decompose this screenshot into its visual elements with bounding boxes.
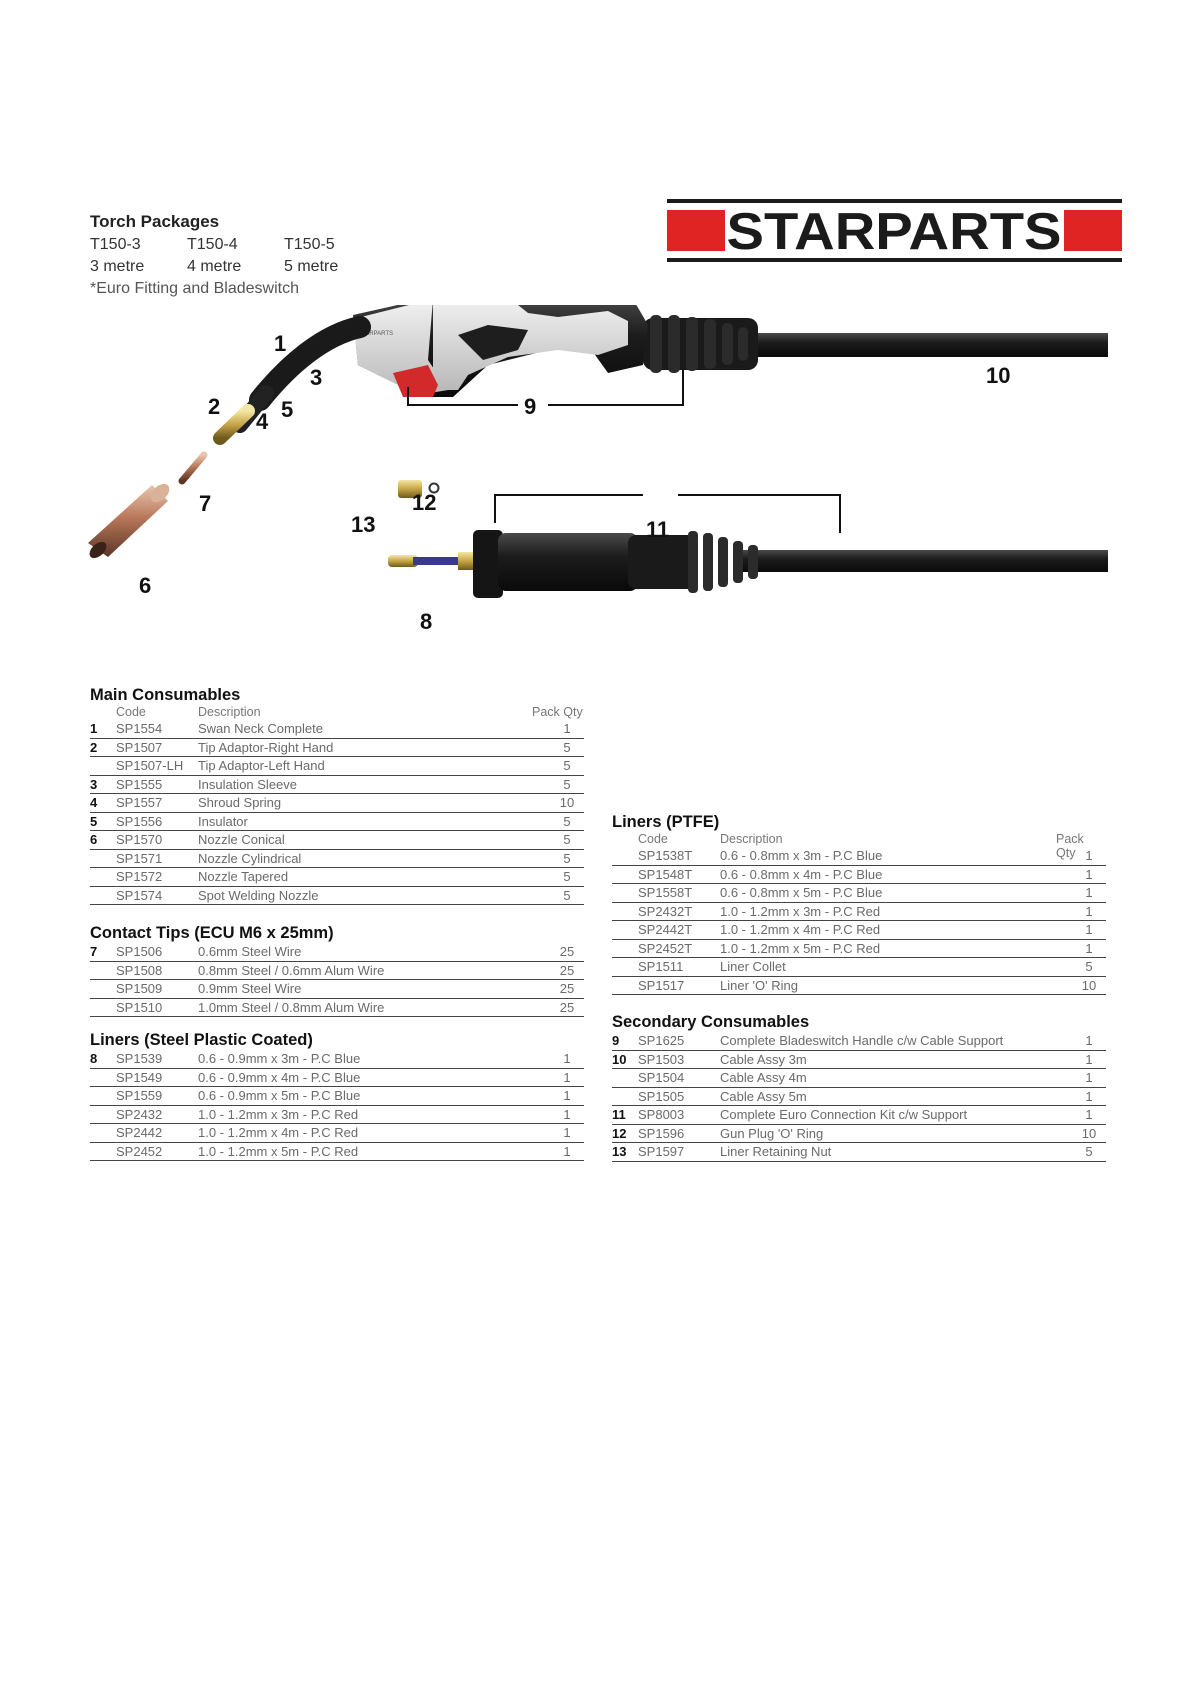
table-row	[612, 866, 1106, 885]
package-lengths-row	[90, 258, 450, 280]
part-description: Nozzle Cylindrical	[198, 850, 302, 866]
callout-6: 6	[139, 573, 152, 598]
table-row	[90, 1143, 584, 1162]
part-description: Cable Assy 3m	[720, 1051, 807, 1067]
cable-support-top	[643, 315, 758, 373]
part-code: SP2432	[116, 1106, 163, 1122]
part-code: SP1504	[638, 1070, 685, 1085]
table-row	[612, 1125, 1106, 1144]
part-description: 0.6 - 0.9mm x 4m - P.C Blue	[198, 1069, 361, 1085]
header-description: Description	[198, 705, 261, 719]
package-model: T150-4	[187, 236, 238, 253]
contact-tips-table	[90, 923, 584, 1017]
item-number: 12	[612, 1125, 627, 1141]
callout-3: 3	[310, 365, 323, 390]
contact-tip	[182, 455, 204, 481]
part-description: Nozzle Conical	[198, 832, 285, 847]
callout-9: 9	[524, 394, 537, 419]
item-number: 7	[90, 944, 98, 959]
pack-qty: 1	[1085, 1033, 1093, 1048]
callout-2: 2	[208, 394, 221, 419]
pack-qty: 1	[1085, 866, 1093, 882]
pack-qty: 1	[1085, 1070, 1093, 1085]
header-pack-qty: Pack Qty	[1056, 832, 1084, 860]
section-title: Main Consumables	[90, 686, 241, 704]
starparts-logo	[667, 199, 1122, 262]
callout-13: 13	[351, 512, 376, 537]
part-code: SP2452	[116, 1143, 163, 1159]
table-row	[612, 1088, 1106, 1107]
part-code: SP1571	[116, 850, 163, 866]
part-code: SP1539	[116, 1051, 163, 1066]
part-code: SP1506	[116, 944, 163, 959]
pack-qty: 1	[563, 1143, 571, 1159]
part-description: 1.0 - 1.2mm x 3m - P.C Red	[198, 1106, 359, 1122]
part-description: Tip Adaptor-Right Hand	[198, 739, 334, 755]
item-number: 3	[90, 776, 98, 792]
part-description: Liner Collet	[720, 959, 786, 974]
header-code: Code	[116, 705, 146, 719]
logo-text: STARPARTS	[726, 203, 1062, 261]
part-description: Swan Neck Complete	[198, 721, 323, 736]
part-code: SP1625	[638, 1033, 685, 1048]
table-row	[90, 943, 584, 962]
pack-qty: 5	[563, 832, 571, 847]
item-number: 10	[612, 1051, 627, 1067]
part-code: SP1505	[638, 1088, 685, 1104]
package-models-row	[90, 236, 450, 258]
table-header	[90, 705, 584, 720]
part-code: SP1559	[116, 1088, 163, 1103]
cable-top	[718, 333, 1108, 357]
part-code: SP1556	[116, 813, 163, 829]
part-description: 0.6 - 0.8mm x 3m - P.C Blue	[720, 848, 883, 863]
part-code: SP1511	[638, 959, 684, 974]
item-number: 4	[90, 795, 98, 810]
pack-qty: 1	[563, 1051, 571, 1066]
table-row	[90, 720, 584, 739]
table-row	[612, 940, 1106, 959]
pack-qty: 1	[1085, 903, 1093, 919]
table-row	[612, 847, 1106, 866]
part-code: SP1503	[638, 1051, 685, 1067]
pack-qty: 1	[563, 1069, 571, 1085]
part-description: Complete Euro Connection Kit c/w Support	[720, 1107, 968, 1122]
bracket-11	[495, 495, 643, 523]
section-title: Liners (Steel Plastic Coated)	[90, 1031, 313, 1049]
part-description: Nozzle Tapered	[198, 869, 289, 884]
pack-qty: 25	[559, 999, 575, 1015]
package-model: T150-3	[90, 236, 141, 253]
part-description: Gun Plug 'O' Ring	[720, 1125, 824, 1141]
part-description: Cable Assy 4m	[720, 1070, 807, 1085]
table-row	[90, 1087, 584, 1106]
part-description: 1.0 - 1.2mm x 4m - P.C Red	[720, 922, 881, 937]
item-number: 13	[612, 1144, 627, 1159]
part-description: Insulation Sleeve	[198, 776, 298, 792]
part-description: 1.0mm Steel / 0.8mm Alum Wire	[198, 999, 385, 1015]
part-description: Liner Retaining Nut	[720, 1144, 832, 1159]
part-code: SP1549	[116, 1069, 163, 1085]
part-code: SP1538T	[638, 848, 693, 863]
pack-qty: 5	[563, 739, 571, 755]
pack-qty: 1	[1085, 940, 1093, 956]
section-title: Liners (PTFE)	[612, 813, 720, 831]
table-row	[90, 757, 584, 776]
part-code: SP1509	[116, 981, 163, 996]
part-code: SP1572	[116, 869, 163, 884]
pack-qty: 1	[1085, 885, 1093, 900]
part-description: 1.0 - 1.2mm x 5m - P.C Red	[198, 1143, 359, 1159]
part-code: SP1510	[116, 999, 163, 1015]
pack-qty: 5	[563, 850, 571, 866]
liners-steel-table	[90, 1030, 584, 1161]
table-row	[612, 903, 1106, 922]
pack-qty: 1	[563, 1106, 571, 1122]
item-number: 9	[612, 1033, 620, 1048]
header-description: Description	[720, 832, 783, 846]
pack-qty: 1	[1085, 922, 1093, 937]
part-description: 0.9mm Steel Wire	[198, 981, 302, 996]
torch-packages-title: Torch Packages	[90, 212, 220, 231]
callout-4: 4	[256, 409, 269, 434]
part-code: SP1557	[116, 795, 163, 810]
bracket-11-right	[678, 495, 840, 533]
callout-12: 12	[412, 490, 437, 515]
pack-qty: 5	[563, 887, 571, 903]
part-code: SP1507	[116, 739, 163, 755]
part-description: 0.8mm Steel / 0.6mm Alum Wire	[198, 962, 385, 978]
part-description: Insulator	[198, 813, 248, 829]
table-row	[612, 977, 1106, 996]
pack-qty: 1	[563, 721, 571, 736]
table-row	[90, 739, 584, 758]
section-title: Contact Tips (ECU M6 x 25mm)	[90, 924, 334, 942]
package-length: 3 metre	[90, 258, 145, 275]
euro-connector	[388, 530, 758, 598]
part-description: Liner 'O' Ring	[720, 977, 798, 993]
part-description: 1.0 - 1.2mm x 5m - P.C Red	[720, 940, 881, 956]
pack-qty: 10	[1081, 977, 1097, 993]
package-length: 4 metre	[187, 258, 242, 275]
bracket-9-right	[548, 370, 683, 405]
part-code: SP1596	[638, 1125, 685, 1141]
header-pack-qty: Pack Qty	[532, 705, 583, 719]
callout-5: 5	[281, 397, 294, 422]
pack-qty: 5	[563, 758, 571, 773]
part-description: 1.0 - 1.2mm x 4m - P.C Red	[198, 1125, 359, 1140]
item-number: 2	[90, 739, 98, 755]
package-note: *Euro Fitting and Bladeswitch	[90, 280, 299, 297]
part-code: SP2442T	[638, 922, 693, 937]
part-code: SP1597	[638, 1144, 685, 1159]
table-row	[90, 980, 584, 999]
part-description: 0.6 - 0.8mm x 5m - P.C Blue	[720, 885, 883, 900]
torch-illustration	[88, 305, 1108, 655]
part-code: SP1574	[116, 887, 163, 903]
pack-qty: 25	[559, 944, 575, 959]
pack-qty: 5	[1085, 1144, 1093, 1159]
table-row	[612, 1032, 1106, 1051]
part-code: SP8003	[638, 1107, 685, 1122]
pack-qty: 1	[1085, 1088, 1093, 1104]
pack-qty: 1	[1085, 1051, 1093, 1067]
table-row	[90, 1069, 584, 1088]
part-code: SP1555	[116, 776, 163, 792]
item-number: 6	[90, 832, 98, 847]
part-code: SP1508	[116, 962, 163, 978]
table-row	[90, 850, 584, 869]
pack-qty: 1	[563, 1125, 571, 1140]
part-description: Complete Bladeswitch Handle c/w Cable Support	[720, 1033, 1004, 1048]
part-code: SP1554	[116, 721, 163, 736]
section-title: Secondary Consumables	[612, 1013, 810, 1031]
cable-bottom	[738, 550, 1108, 572]
callout-11: 11	[646, 517, 670, 542]
table-row	[90, 1106, 584, 1125]
table-row	[612, 1143, 1106, 1162]
pack-qty: 25	[559, 962, 575, 978]
table-row	[90, 1050, 584, 1069]
table-row	[90, 887, 584, 906]
part-code: SP2432T	[638, 903, 693, 919]
table-row	[90, 776, 584, 795]
part-description: 0.6 - 0.9mm x 5m - P.C Blue	[198, 1088, 361, 1103]
part-description: 0.6 - 0.8mm x 4m - P.C Blue	[720, 866, 883, 882]
part-description: Cable Assy 5m	[720, 1088, 807, 1104]
handle-label: STARPARTS	[358, 331, 394, 337]
pack-qty: 1	[563, 1088, 571, 1103]
main-consumables-table	[90, 685, 584, 905]
part-description: 0.6mm Steel Wire	[198, 944, 302, 959]
part-code: SP1517	[638, 977, 685, 993]
callout-1: 1	[274, 331, 287, 356]
table-row	[612, 1069, 1106, 1088]
table-row	[612, 958, 1106, 977]
table-row	[612, 884, 1106, 903]
package-length: 5 metre	[284, 258, 339, 275]
pack-qty: 10	[1081, 1125, 1097, 1141]
table-row	[90, 831, 584, 850]
table-row	[90, 813, 584, 832]
table-row	[90, 999, 584, 1018]
item-number: 11	[612, 1107, 626, 1122]
torch-packages	[90, 212, 450, 298]
item-number: 5	[90, 813, 98, 829]
pack-qty: 5	[1085, 959, 1093, 974]
pack-qty: 1	[1085, 1107, 1093, 1122]
table-row	[90, 1124, 584, 1143]
part-description: Shroud Spring	[198, 795, 282, 810]
part-description: Spot Welding Nozzle	[198, 887, 319, 903]
tip-adaptor	[220, 411, 248, 438]
callout-8: 8	[420, 609, 433, 634]
part-code: SP2442	[116, 1125, 163, 1140]
liners-ptfe-table	[612, 812, 1106, 995]
part-code: SP1548T	[638, 866, 693, 882]
table-row	[90, 794, 584, 813]
pack-qty: 25	[559, 981, 575, 996]
pack-qty: 5	[563, 776, 571, 792]
pack-qty: 5	[563, 869, 571, 884]
pack-qty: 5	[563, 813, 571, 829]
package-model: T150-5	[284, 236, 335, 253]
table-row	[612, 921, 1106, 940]
handle	[353, 305, 648, 397]
pack-qty: 10	[559, 795, 575, 810]
table-row	[612, 1051, 1106, 1070]
part-description: 0.6 - 0.9mm x 3m - P.C Blue	[198, 1051, 361, 1066]
pack-qty: 1	[1085, 848, 1093, 863]
part-description: Tip Adaptor-Left Hand	[198, 758, 325, 773]
item-number: 8	[90, 1051, 98, 1066]
header-code: Code	[638, 832, 668, 846]
item-number: 1	[90, 721, 98, 736]
table-row	[612, 1106, 1106, 1125]
callout-7: 7	[199, 491, 212, 516]
part-code: SP1570	[116, 832, 163, 847]
table-row	[90, 962, 584, 981]
table-row	[90, 868, 584, 887]
part-code: SP1558T	[638, 885, 693, 900]
callout-10: 10	[986, 363, 1011, 388]
secondary-consumables-table	[612, 1012, 1106, 1162]
part-code: SP2452T	[638, 940, 693, 956]
part-code: SP1507-LH	[116, 758, 184, 773]
part-description: 1.0 - 1.2mm x 3m - P.C Red	[720, 903, 881, 919]
